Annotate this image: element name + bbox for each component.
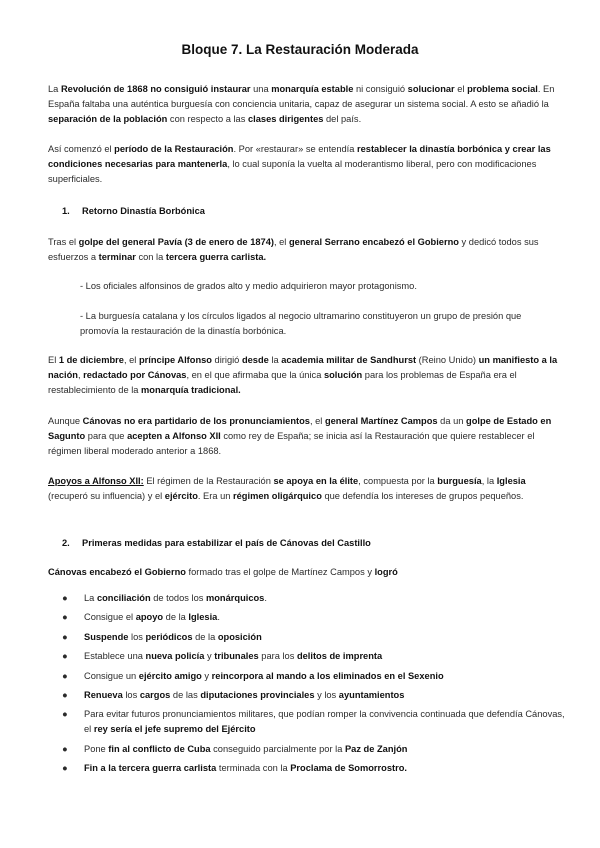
bold-text: un manifiesto a la nación (48, 355, 558, 380)
pavia-paragraph (48, 235, 560, 265)
text-run: Consigue el (84, 612, 136, 623)
text-run: dirigió (211, 355, 242, 365)
intro-paragraph (48, 82, 560, 127)
text-run: . En España faltaba una auténtica burguesía con conciencia unitaria, capaz de asegurar un sistema social. A esto se añadió la (48, 84, 555, 109)
text-run: , el (309, 416, 325, 426)
bold-text: tercera guerra carlista. (165, 252, 267, 262)
text-run: El (48, 355, 59, 365)
text-run: da un (437, 416, 467, 426)
section-title: Primeras medidas para estabilizar el país de Cánovas del Castillo (82, 538, 371, 548)
text-run: . Era un (197, 491, 234, 501)
text-run: . (217, 612, 220, 623)
bold-text: academia militar de Sandhurst (281, 355, 417, 365)
bold-text: monarquía estable (271, 84, 354, 94)
bold-text: reincorpora al mando a los eliminados en el Sexenio (211, 670, 444, 681)
underlined-heading: Apoyos a Alfonso XII: (48, 476, 144, 486)
bold-text: conciliación (96, 593, 151, 603)
bold-text: monarquía tradicional. (141, 385, 241, 395)
bold-text: Proclama de Somorrostro. (290, 763, 407, 774)
text-run: Establece una (84, 651, 146, 662)
text-run: Pone (84, 743, 109, 754)
bullet-icon: ● (62, 593, 68, 603)
text-run: , compuesta por la (358, 476, 438, 486)
bold-text: periódicos (145, 631, 193, 642)
section-title: Retorno Dinastía Borbónica (82, 206, 205, 216)
text-run: La (84, 593, 97, 603)
measures-list (48, 591, 568, 781)
text-run: como rey de España; se inicia así la Restauración que quiere restablecer el régimen liberal moderado anterior a 1868. (48, 431, 535, 456)
bold-text: logró (374, 567, 398, 577)
text-run: , lo cual suponía la vuelta al moderantismo liberal, pero con modificaciones superficiales. (48, 159, 537, 184)
bold-text: Fin a la tercera guerra carlista (84, 763, 217, 774)
bold-text: Suspende (84, 631, 129, 642)
text-run: la (268, 355, 282, 365)
bold-text: golpe de Estado en Sagunto (48, 416, 552, 441)
bullet-icon: ● (62, 612, 68, 623)
text-run: conseguido parcialmente por la (210, 743, 345, 754)
bold-text: Cánovas no era partidario de los pronunciamientos (82, 416, 310, 426)
text-run: que defendía los intereses de grupos pequeños. (321, 491, 524, 501)
text-run: Consigue un (84, 670, 139, 681)
bold-text: se apoya en la élite (273, 476, 359, 486)
text-run: ni consiguió (353, 84, 408, 94)
section-number: 1. (62, 206, 70, 216)
bold-text: Iglesia (188, 612, 218, 623)
text-run: , el (123, 355, 139, 365)
text-run: para los problemas de España era el restablecimiento de la (48, 370, 517, 395)
bullet-icon: ● (62, 763, 68, 774)
text-run: de la (192, 631, 218, 642)
bold-text: período de la Restauración (114, 144, 234, 154)
text-run: , (77, 370, 84, 380)
bold-text: general Martínez Campos (324, 416, 438, 426)
bullet-icon: ● (62, 631, 68, 642)
bold-text: nueva policía (145, 651, 205, 662)
list-item (48, 669, 568, 684)
bullet-icon: ● (62, 689, 68, 700)
bold-text: Renueva (84, 689, 123, 700)
bold-text: oposición (217, 631, 262, 642)
dash-item-officers: - Los oficiales alfonsinos de grados alto y medio adquirieron mayor protagonismo. (80, 281, 417, 291)
bullet-icon: ● (62, 651, 68, 662)
text-run: (recuperó su influencia) y el (48, 491, 165, 501)
bold-text: ejército amigo (138, 670, 202, 681)
bold-text: monárquicos (205, 593, 265, 603)
text-run: de las (170, 689, 201, 700)
bold-text: delitos de imprenta (296, 651, 383, 662)
bold-text: fin al conflicto de Cuba (108, 743, 211, 754)
bold-text: régimen oligárquico (233, 491, 322, 501)
text-run: con la (135, 252, 166, 262)
bullet-icon: ● (62, 709, 68, 720)
section-number: 2. (62, 538, 70, 548)
bold-text: ejército (164, 491, 198, 501)
restoration-paragraph (48, 142, 560, 187)
text-run: y dedicó todos sus esfuerzos a (48, 237, 539, 262)
text-run: Tras el (48, 237, 79, 247)
bold-text: rey sería el jefe supremo del Ejército (93, 724, 256, 735)
bold-text: golpe del general Pavía (3 de enero de 1874) (78, 237, 274, 247)
bold-text: burguesía (437, 476, 482, 486)
bold-text: príncipe Alfonso (138, 355, 212, 365)
list-item (48, 591, 568, 606)
bold-text: problema social (467, 84, 538, 94)
text-run: (Reino Unido) (416, 355, 479, 365)
text-run: Así comenzó el (48, 144, 115, 154)
text-run: el (454, 84, 468, 94)
bold-text: Revolución de 1868 no consiguió instaurar (60, 84, 251, 94)
text-run: . (264, 593, 267, 603)
text-run: y (204, 651, 215, 662)
bold-text: Cánovas encabezó el Gobierno (48, 567, 186, 577)
canovas-paragraph (48, 565, 560, 580)
bullet-icon: ● (62, 743, 68, 754)
bold-text: Iglesia (496, 476, 526, 486)
bold-text: desde (241, 355, 269, 365)
text-run: los (128, 631, 146, 642)
text-run: para los (258, 651, 297, 662)
bold-text: solución (323, 370, 363, 380)
text-run: y (201, 670, 212, 681)
text-run: , la (481, 476, 497, 486)
bold-text: cargos (139, 689, 171, 700)
bold-text: clases dirigentes (247, 114, 324, 124)
text-run: , el (273, 237, 289, 247)
page-title: Bloque 7. La Restauración Moderada (181, 42, 419, 57)
bold-text: restablecer la dinastía borbónica y crear las condiciones necesarias para mantenerla (48, 144, 551, 169)
text-run: , en el que afirmaba que la única (186, 370, 324, 380)
list-item (48, 649, 568, 664)
dash-item-bourgeoisie: - La burguesía catalana y los círculos ligados al negocio ultramarino constituyeron un grupo de presión que promovía la restauración de la dinastía borbónica. (80, 311, 522, 336)
text-run: una (250, 84, 272, 94)
bold-text: Paz de Zanjón (344, 743, 408, 754)
text-run: con respecto a las (167, 114, 248, 124)
text-run: formado tras el golpe de Martínez Campos y (185, 567, 375, 577)
list-item (48, 630, 568, 645)
sagunto-paragraph (48, 414, 560, 459)
text-run: de la (163, 612, 189, 623)
text-run: terminada con la (216, 763, 291, 774)
bullet-icon: ● (62, 670, 68, 681)
bold-text: redactado por Cánovas (83, 370, 187, 380)
bold-text: solucionar (407, 84, 455, 94)
text-run: El régimen de la Restauración (143, 476, 274, 486)
text-run: los (122, 689, 140, 700)
bold-text: separación de la población (48, 114, 168, 124)
text-run: La (48, 84, 61, 94)
support-paragraph (48, 474, 560, 504)
list-item (48, 761, 568, 776)
section-heading-1 (62, 206, 205, 216)
section-heading-2 (62, 538, 371, 548)
list-item (48, 610, 568, 625)
list-item (48, 742, 568, 757)
list-item (48, 707, 568, 737)
text-run: de todos los (150, 593, 206, 603)
bold-text: acepten a Alfonso XII (127, 431, 221, 441)
text-run: . Por «restaurar» se entendía (233, 144, 357, 154)
list-item (48, 688, 568, 703)
bold-text: diputaciones provinciales (200, 689, 315, 700)
text-run: Para evitar futuros pronunciamientos militares, que podían romper la convivencia continuada que defendía Cánovas, el (84, 709, 565, 735)
bold-text: terminar (98, 252, 136, 262)
bold-text: ayuntamientos (338, 689, 405, 700)
text-run: del país. (323, 114, 362, 124)
text-run: Aunque (48, 416, 83, 426)
bold-text: apoyo (135, 612, 164, 623)
bold-text: tribunales (214, 651, 259, 662)
text-run: para que (85, 431, 128, 441)
bold-text: 1 de diciembre (58, 355, 124, 365)
bold-text: general Serrano encabezó el Gobierno (288, 237, 459, 247)
manifesto-paragraph (48, 353, 560, 398)
text-run: y los (314, 689, 339, 700)
